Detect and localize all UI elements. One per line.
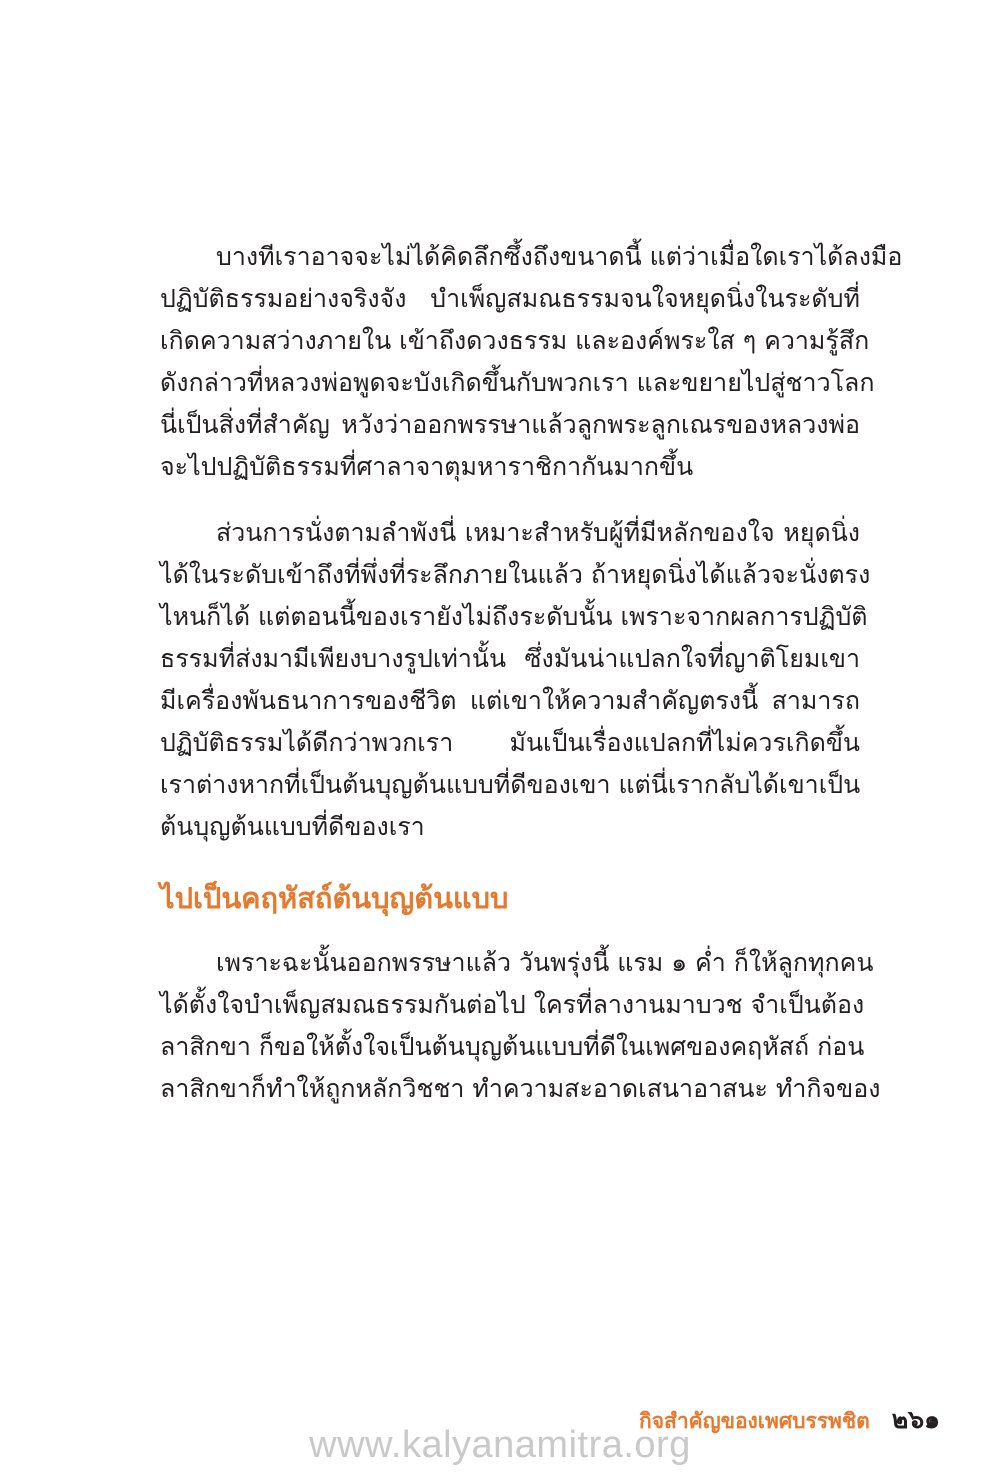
paragraph-3 <box>160 942 881 1110</box>
paragraph-line: ได้ในระดับเข้าถึงที่พึ่งที่ระลึกภายในแล้ว ถ้าหยุดนิ่งได้แล้วจะนั่งตรง <box>160 560 871 589</box>
paragraph-line: เกิดความสว่างภายใน เข้าถึงดวงธรรม และองค์พระใส ๆ ความรู้สึก <box>160 326 870 355</box>
paragraph-line: เราต่างหากที่เป็นต้นบุญต้นแบบที่ดีของเขา แต่นี่เรากลับได้เขาเป็น <box>160 770 861 799</box>
paragraph-line: ปฏิบัติธรรมได้ดีกว่าพวกเรา มันเป็นเรื่องแปลกที่ไม่ควรเกิดขึ้น <box>160 728 860 757</box>
paragraph-line: ลาสิกขา ก็ขอให้ตั้งใจเป็นต้นบุญต้นแบบที่ดีในเพศของคฤหัสถ์ ก่อน <box>160 1032 865 1061</box>
paragraph-line: นี่เป็นสิ่งที่สำคัญ หวังว่าออกพรรษาแล้วลูกพระลูกเณรของหลวงพ่อ <box>160 410 860 439</box>
paragraph-line: ดังกล่าวที่หลวงพ่อพูดจะบังเกิดขึ้นกับพวกเรา และขยายไปสู่ชาวโลก <box>160 368 875 397</box>
paragraph-1 <box>160 236 903 488</box>
paragraph-line: เพราะฉะนั้นออกพรรษาแล้ว วันพรุ่งนี้ แรม ๑ ค่ำ ก็ให้ลูกทุกคน <box>216 948 874 977</box>
page-body <box>160 236 903 1134</box>
paragraph-line: จะไปปฏิบัติธรรมที่ศาลาจาตุมหาราชิกากันมากขึ้น <box>160 452 694 481</box>
paragraph-line: ธรรมที่ส่งมามีเพียงบางรูปเท่านั้น ซึ่งมันน่าแปลกใจที่ญาติโยมเขา <box>160 644 860 673</box>
section-heading: ไปเป็นคฤหัสถ์ต้นบุญต้นแบบ <box>160 881 509 915</box>
paragraph-line: มีเครื่องพันธนาการของชีวิต แต่เขาให้ความสำคัญตรงนี้ สามารถ <box>160 686 860 715</box>
paragraph-line: ไหนก็ได้ แต่ตอนนี้ของเรายังไม่ถึงระดับนั้น เพราะจากผลการปฏิบัติ <box>160 602 868 631</box>
paragraph-line: ต้นบุญต้นแบบที่ดีของเรา <box>160 812 425 841</box>
paragraph-line: ปฏิบัติธรรมอย่างจริงจัง บำเพ็ญสมณธรรมจนใจหยุดนิ่งในระดับที่ <box>160 284 860 313</box>
paragraph-line: ส่วนการนั่งตามลำพังนี่ เหมาะสำหรับผู้ที่มีหลักของใจ หยุดนิ่ง <box>216 518 860 547</box>
paragraph-line: บางทีเราอาจจะไม่ได้คิดลึกซึ้งถึงขนาดนี้ แต่ว่าเมื่อใดเราได้ลงมือ <box>216 242 903 271</box>
paragraph-line: ลาสิกขาก็ทำให้ถูกหลักวิชชา ทำความสะอาดเสนาอาสนะ ทำกิจของ <box>160 1074 881 1103</box>
paragraph-2 <box>160 512 871 848</box>
page-number: ๒๖๑ <box>891 1405 940 1434</box>
watermark-url: www.kalyanamitra.org <box>309 1424 691 1466</box>
running-footer-title: กิจสำคัญของเพศบรรพชิต <box>639 1409 870 1433</box>
paragraph-line: ได้ตั้งใจบำเพ็ญสมณธรรมกันต่อไป ใครที่ลางานมาบวช จำเป็นต้อง <box>160 990 865 1019</box>
